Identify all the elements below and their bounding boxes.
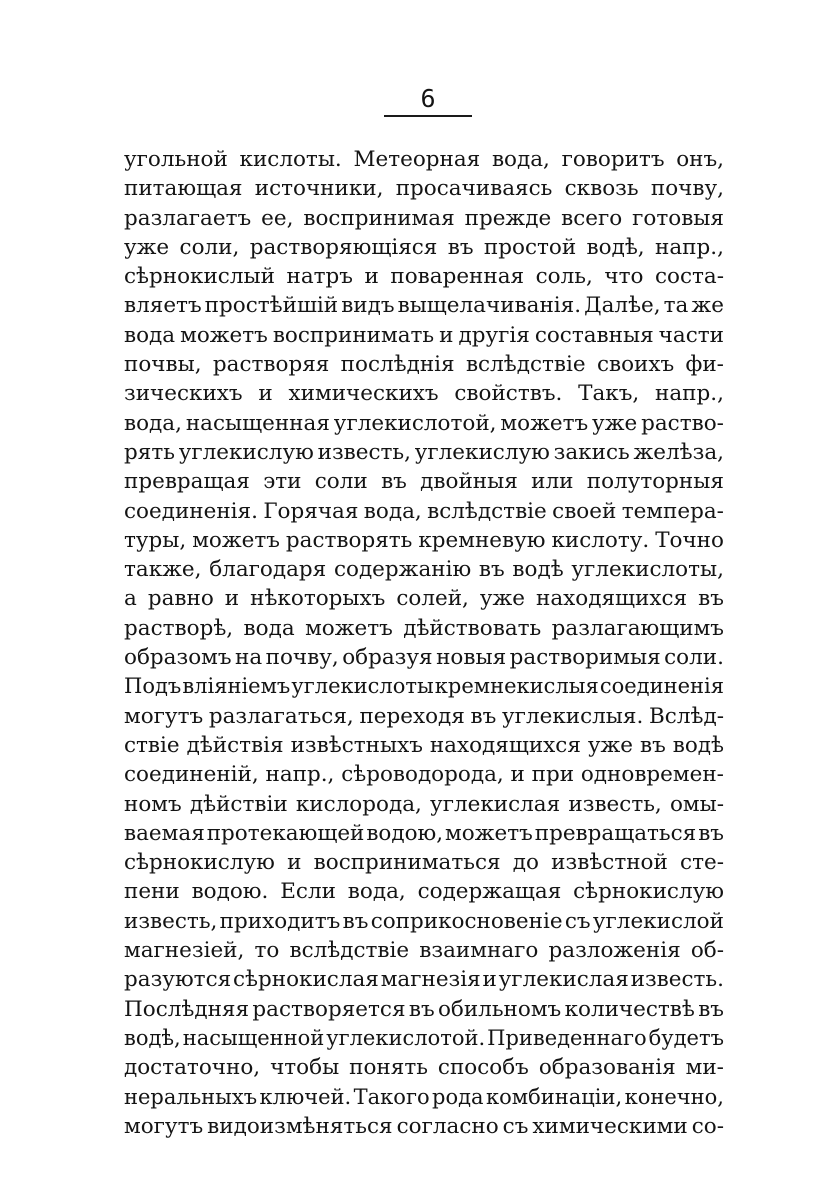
word: желѣза,: [633, 439, 724, 465]
text-line: [124, 819, 724, 848]
word: сѣрнокислый: [124, 264, 275, 290]
word: и: [482, 967, 497, 993]
word: известь,: [124, 908, 218, 934]
word: другія: [458, 322, 530, 348]
word: содержанію: [333, 557, 472, 583]
word: уже: [587, 732, 634, 758]
word: онъ,: [676, 147, 724, 172]
word: въ: [698, 996, 724, 1022]
word: напр.,: [655, 381, 724, 407]
word: разлагаться,: [208, 703, 354, 729]
word: находящихся: [536, 586, 688, 612]
word: въ: [639, 732, 666, 758]
word: переходя: [359, 703, 465, 729]
word: благодаря: [209, 557, 327, 583]
word: та: [663, 293, 689, 319]
word: углекислая: [430, 791, 561, 817]
text-line: [124, 1053, 724, 1082]
word: можетъ: [445, 820, 533, 846]
word: углекислоты,: [571, 557, 724, 583]
word: просачиваясь: [395, 176, 553, 202]
word: водѣ: [672, 732, 724, 758]
word: своихъ: [596, 352, 675, 378]
word: известь,: [317, 439, 411, 465]
word: солей,: [396, 586, 469, 612]
word: соприкосновеніе: [370, 908, 563, 934]
word: свойствъ.: [454, 381, 563, 407]
word: составныя: [534, 322, 654, 348]
word: неральныхъ: [124, 1084, 258, 1109]
word: сѣрнокислую: [573, 879, 724, 905]
word: углекислотой.: [326, 1025, 486, 1050]
word: уже: [479, 586, 526, 612]
word: зическихъ: [124, 381, 243, 407]
word: насыщенной: [182, 1025, 325, 1050]
word: Такъ,: [578, 381, 640, 407]
word: вода: [124, 322, 176, 348]
word: также,: [124, 557, 202, 583]
text-line: [124, 145, 724, 174]
word: комбинаціи,: [486, 1084, 623, 1109]
word: источники,: [254, 176, 384, 202]
word: извѣстной: [551, 850, 668, 876]
word: Метеорная: [353, 147, 481, 172]
word: вслѣдствіе: [465, 352, 586, 378]
word: растворять: [285, 527, 413, 553]
text-line: [124, 526, 724, 555]
word: двойныя: [420, 469, 518, 495]
word: до: [512, 850, 539, 876]
word: извѣстныхъ: [290, 732, 423, 758]
text-line: [124, 672, 724, 701]
word: соли,: [179, 234, 240, 260]
word: достаточно,: [124, 1055, 261, 1081]
word: вслѣдствіе: [427, 498, 547, 524]
text-line: [124, 584, 724, 613]
word: дѣйствовать: [403, 615, 542, 641]
page-number: 6: [420, 84, 436, 113]
word: химическихъ: [288, 381, 439, 407]
word: напр.,: [265, 762, 335, 788]
word: будетъ: [648, 1025, 724, 1050]
word: понять: [349, 1055, 428, 1081]
text-line: [124, 790, 724, 819]
word: своей: [552, 498, 617, 524]
word: можетъ: [192, 527, 280, 553]
word: вода,: [491, 147, 550, 172]
word: въ: [698, 586, 724, 612]
page-number-rule: [384, 115, 472, 117]
word: углекислую: [178, 439, 314, 465]
word: вслѣдствіе: [289, 938, 410, 964]
word: находящихся: [429, 732, 581, 758]
text-line: [124, 995, 724, 1024]
word: количествѣ: [564, 996, 695, 1022]
word: фи-: [685, 352, 724, 378]
word: разложенія: [548, 938, 681, 964]
word: разуются: [124, 967, 232, 993]
word: въ: [342, 908, 369, 934]
word: закись: [553, 439, 630, 465]
text-line: [124, 409, 724, 438]
word: Вслѣд-: [649, 703, 724, 729]
word: вода: [243, 615, 295, 641]
text-line: [124, 848, 724, 877]
word: въ: [447, 234, 474, 260]
word: и: [439, 322, 454, 348]
word: химическими: [532, 1113, 688, 1139]
word: говоритъ: [561, 147, 665, 172]
word: рять: [124, 439, 175, 465]
text-line: [124, 731, 724, 760]
word: видоизмѣняться: [207, 1113, 393, 1139]
word: полуторныя: [586, 469, 724, 495]
word: въ: [698, 820, 724, 846]
word: и: [364, 264, 379, 290]
word: углекислая: [498, 967, 629, 993]
word: растворяющіяся: [249, 234, 438, 260]
word: напр.,: [655, 234, 724, 260]
word: на: [235, 645, 263, 671]
word: углекислотой,: [333, 410, 497, 436]
word: образуя: [342, 645, 433, 671]
word: разлагающимъ: [551, 615, 724, 641]
text-line: [124, 965, 724, 994]
word: выщелачиванія.: [397, 293, 582, 319]
word: раство-: [641, 410, 724, 436]
word: могутъ: [124, 703, 204, 729]
word: воспринимать: [272, 322, 435, 348]
word: обильномъ: [437, 996, 562, 1022]
word: углекислой: [592, 908, 724, 934]
word: можетъ: [500, 410, 589, 436]
word: кислорода,: [295, 791, 422, 817]
word: можетъ: [305, 615, 393, 641]
word: Горячая: [263, 498, 359, 524]
word: согласно: [396, 1113, 499, 1139]
word: разлагаетъ: [124, 205, 252, 231]
word: соли: [314, 469, 368, 495]
word: омы-: [669, 791, 724, 817]
word: воспринимая: [303, 205, 455, 231]
word: Если: [280, 879, 336, 905]
word: новыя: [436, 645, 507, 671]
word: сѣроводорода,: [341, 762, 504, 788]
word: темпера-: [621, 498, 724, 524]
word: въ: [408, 996, 435, 1022]
word: приходитъ: [219, 908, 341, 934]
word: углекислую: [414, 439, 550, 465]
text-line: [124, 497, 724, 526]
word: а: [124, 586, 137, 612]
word: можетъ: [180, 322, 268, 348]
text-line: [124, 174, 724, 203]
text-line: [124, 907, 724, 936]
word: соединенія.: [124, 498, 258, 524]
text-line: [124, 877, 724, 906]
word: и: [510, 762, 525, 788]
word: равно: [147, 586, 214, 612]
text-line: [124, 233, 724, 262]
word: въ: [478, 557, 505, 583]
word: сквозь: [564, 176, 639, 202]
word: кислоту.: [551, 527, 650, 553]
word: ствіе: [124, 732, 180, 758]
word: протекающей: [206, 820, 365, 846]
word: угольной: [124, 147, 228, 172]
word: всего: [561, 205, 623, 231]
word: сте-: [680, 850, 724, 876]
word: натръ: [286, 264, 353, 290]
word: видъ: [341, 293, 395, 319]
word: кремневую: [418, 527, 546, 553]
text-line: [124, 204, 724, 233]
word: углекислоты: [291, 674, 434, 699]
body-text: [124, 145, 724, 1141]
word: превращаться: [534, 820, 697, 846]
word: известь.: [630, 967, 724, 993]
word: въ: [381, 469, 407, 495]
word: съ: [502, 1113, 529, 1139]
word: растворяя: [212, 352, 330, 378]
text-line: [124, 936, 724, 965]
word: вода,: [363, 498, 422, 524]
word: Такого: [353, 1084, 430, 1109]
word: насыщенная: [185, 410, 330, 436]
word: почву,: [265, 645, 339, 671]
word: или: [531, 469, 574, 495]
word: части: [658, 322, 724, 348]
word: Послѣдняя: [124, 996, 250, 1022]
word: чтобы: [270, 1055, 340, 1081]
text-line: [124, 614, 724, 643]
word: нѣкоторыхъ: [250, 586, 386, 612]
word: соединеній,: [124, 762, 259, 788]
word: растворимыя: [509, 645, 661, 671]
word: и: [224, 586, 240, 612]
word: то: [254, 938, 280, 964]
word: питающая: [124, 176, 243, 202]
word: взаимнаго: [419, 938, 539, 964]
text-line: [124, 438, 724, 467]
word: ми-: [685, 1055, 724, 1081]
word: уже: [592, 410, 638, 436]
word: эти: [263, 469, 302, 495]
word: растворяется: [252, 996, 406, 1022]
word: дѣйствіи: [189, 791, 288, 817]
word: что: [604, 264, 644, 290]
word: простѣйшій: [204, 293, 339, 319]
word: почвы,: [124, 352, 202, 378]
word: поваренная: [390, 264, 525, 290]
word: рода: [432, 1084, 484, 1109]
word: вода,: [347, 879, 406, 905]
word: восприниматься: [313, 850, 501, 876]
word: ее,: [261, 205, 294, 231]
word: вліяніемъ: [182, 674, 291, 699]
word: туры,: [124, 527, 187, 553]
word: кислоты.: [239, 147, 342, 172]
text-line: [124, 1112, 724, 1141]
word: въ: [470, 703, 497, 729]
word: сѣрнокислая: [232, 967, 379, 993]
word: Точно: [655, 527, 724, 553]
word: пени: [124, 879, 180, 905]
word: водѣ: [512, 557, 564, 583]
text-line: [124, 262, 724, 291]
word: и: [258, 381, 273, 407]
word: образомъ: [124, 645, 232, 671]
word: соли.: [664, 645, 724, 671]
word: растворѣ,: [124, 615, 234, 641]
word: и: [287, 850, 302, 876]
word: почву,: [650, 176, 724, 202]
word: одновремен-: [580, 762, 724, 788]
word: вляетъ: [124, 293, 202, 319]
word: готовыя: [632, 205, 724, 231]
word: содержащая: [417, 879, 562, 905]
word: кремнекислыя: [434, 674, 599, 699]
word: водою.: [191, 879, 269, 905]
text-line: [124, 643, 724, 672]
word: сѣрнокислую: [124, 850, 275, 876]
word: водѣ,: [586, 234, 645, 260]
word: Приведеннаго: [487, 1025, 647, 1050]
word: превращая: [124, 469, 250, 495]
word: при: [531, 762, 575, 788]
word: номъ: [124, 791, 182, 817]
text-line: [124, 321, 724, 350]
word: послѣднія: [340, 352, 455, 378]
word: магнезіей,: [124, 938, 245, 964]
word: дѣйствія: [186, 732, 284, 758]
text-line: [124, 467, 724, 496]
word: углекислыя.: [502, 703, 644, 729]
word: способъ: [437, 1055, 529, 1081]
word: соста-: [654, 264, 724, 290]
word: Подъ: [124, 674, 182, 699]
word: прежде: [464, 205, 552, 231]
word: Далѣе,: [584, 293, 661, 319]
word: вода,: [124, 410, 182, 436]
word: образованія: [538, 1055, 676, 1081]
text-line: [124, 379, 724, 408]
text-line: [124, 555, 724, 584]
page-header: [384, 84, 472, 114]
word: простой: [483, 234, 577, 260]
word: же: [691, 293, 724, 319]
word: известь,: [568, 791, 662, 817]
word: ключей.: [259, 1084, 352, 1109]
word: магнезія: [380, 967, 481, 993]
word: водѣ,: [124, 1025, 181, 1050]
word: соль,: [535, 264, 593, 290]
word: конечно,: [624, 1084, 724, 1109]
text-line: [124, 1024, 724, 1053]
word: съ: [564, 908, 591, 934]
word: со-: [691, 1113, 724, 1139]
word: соединенія: [599, 674, 724, 699]
word: об-: [690, 938, 724, 964]
text-line: [124, 702, 724, 731]
word: водою,: [366, 820, 444, 846]
word: уже: [124, 234, 170, 260]
word: ваемая: [124, 820, 205, 846]
text-line: [124, 1083, 724, 1112]
text-line: [124, 291, 724, 320]
text-line: [124, 760, 724, 789]
word: могутъ: [124, 1113, 204, 1139]
text-line: [124, 350, 724, 379]
